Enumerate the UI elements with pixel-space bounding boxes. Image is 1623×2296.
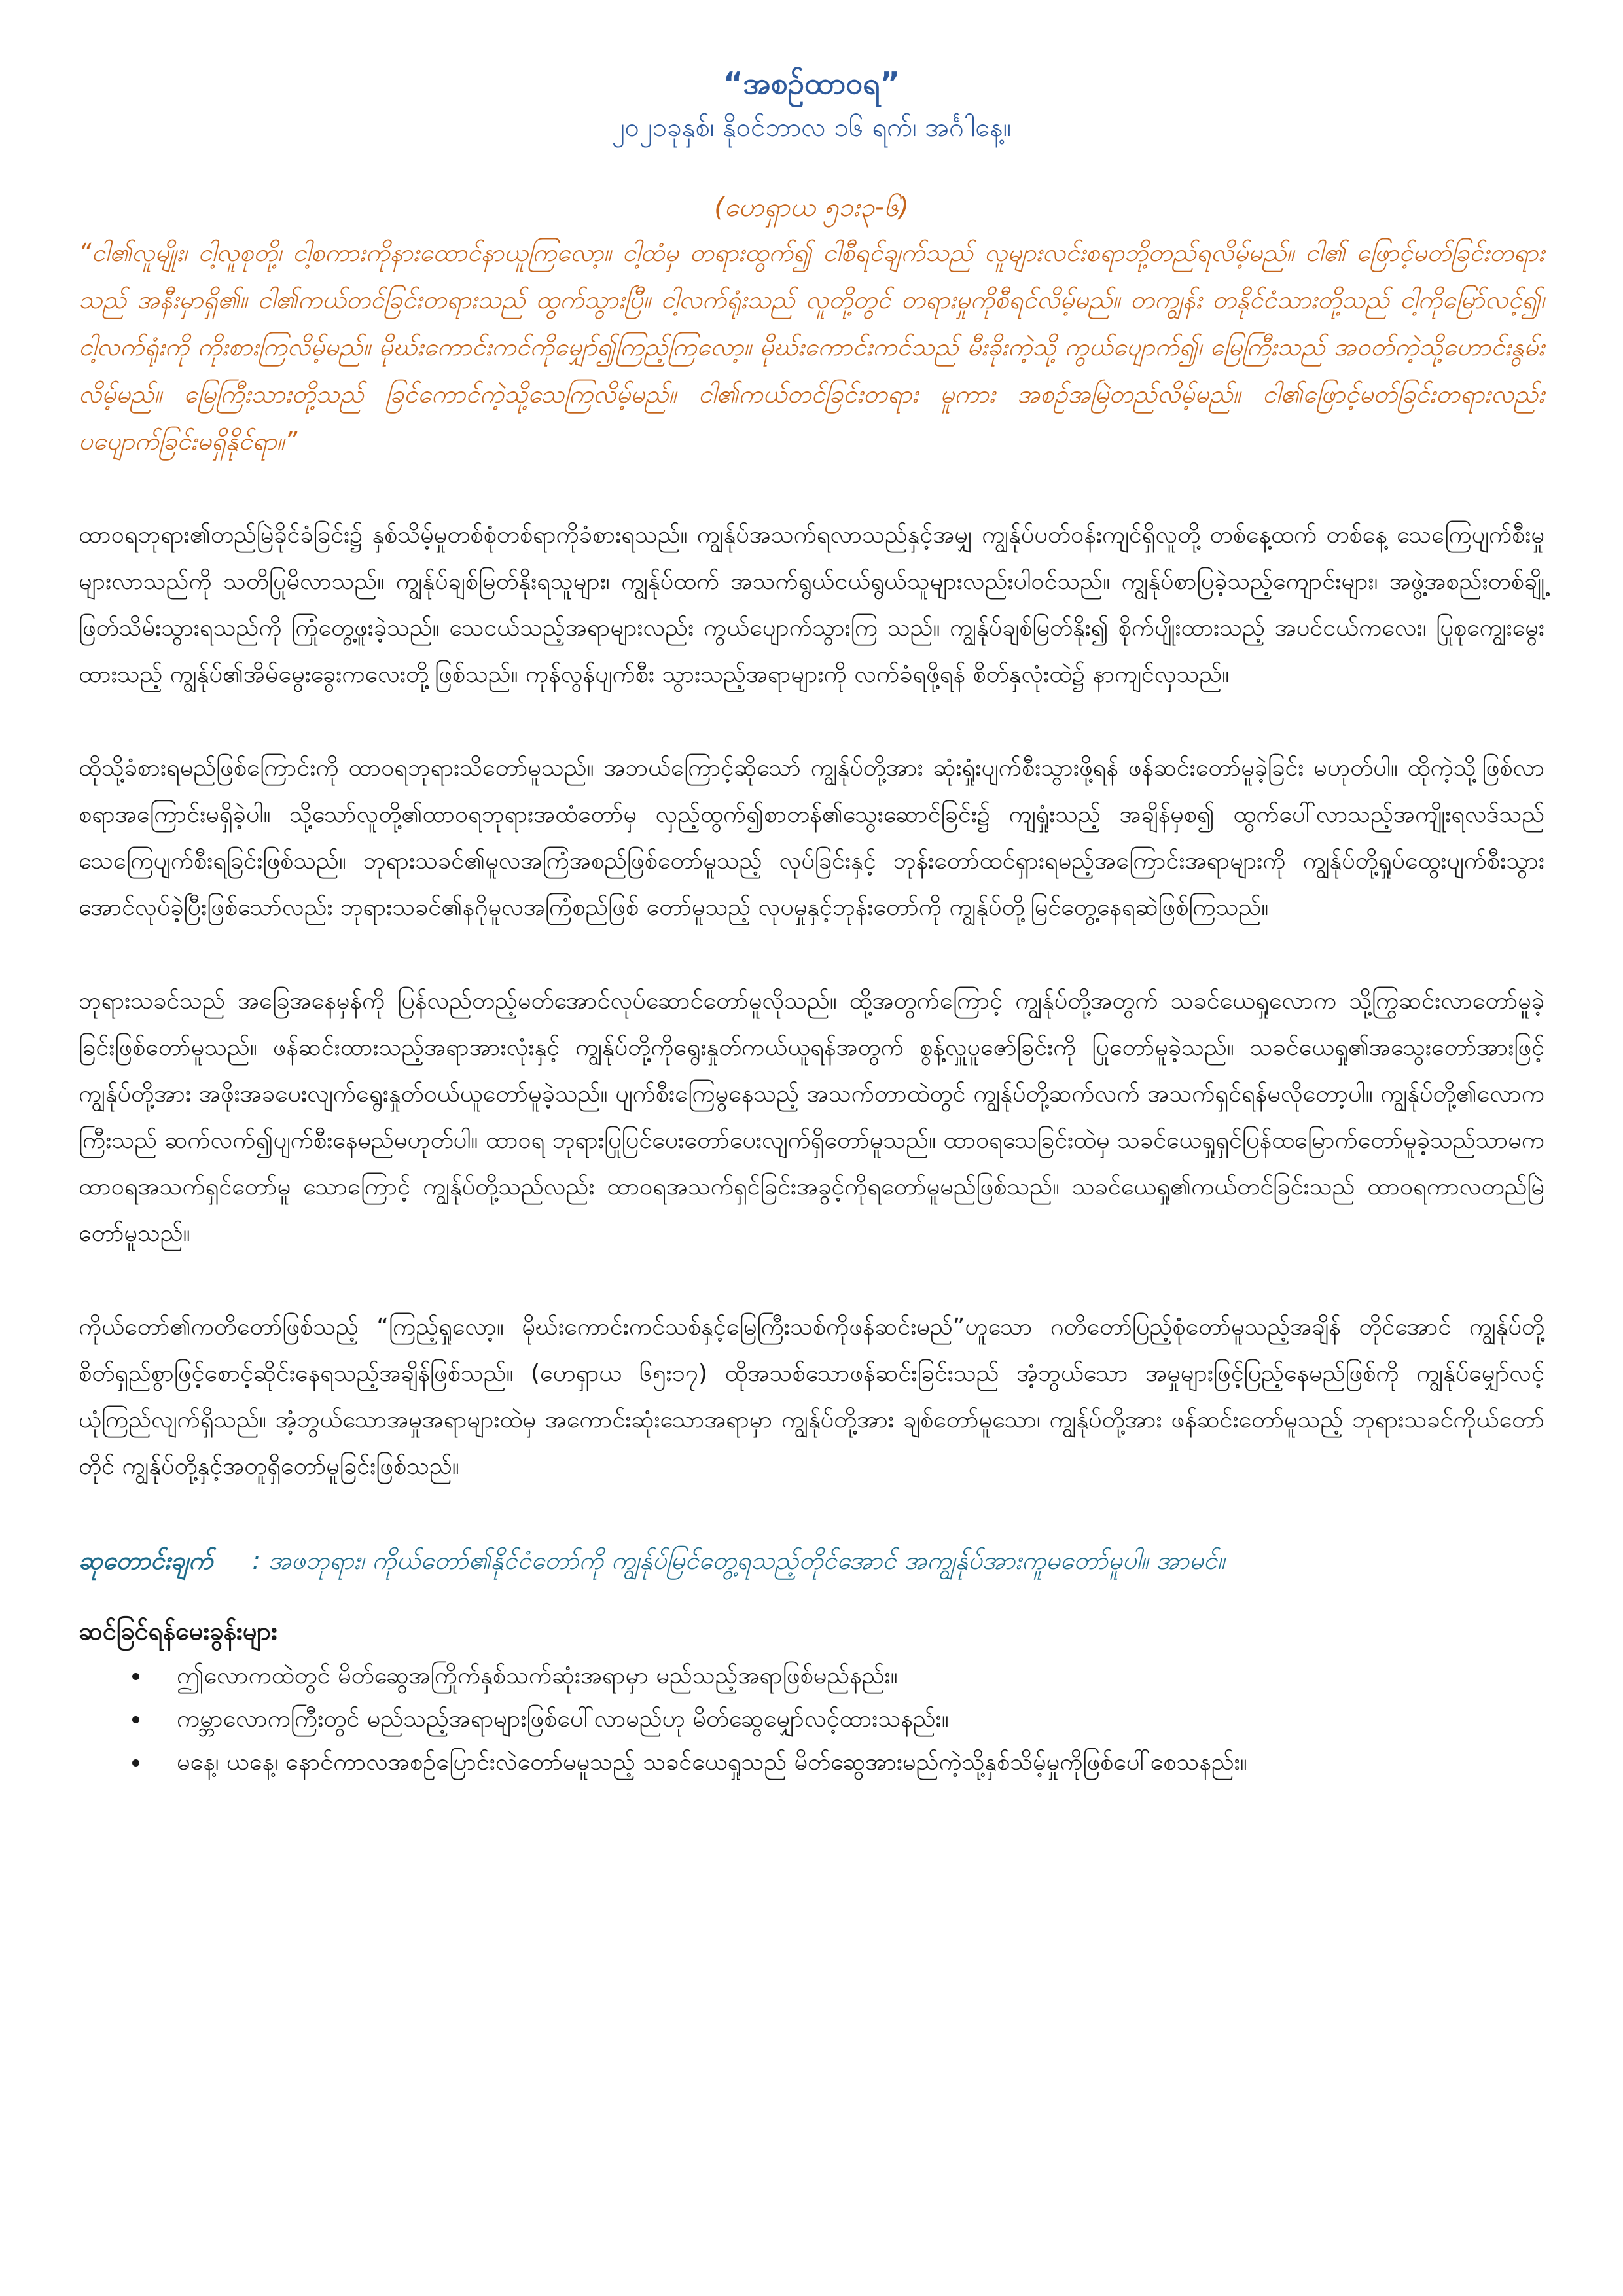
spacer	[79, 465, 1544, 512]
devotional-page	[79, 39, 1544, 1784]
body-paragraph-2: ထိုသို့ခံစားရမည်ဖြစ်ကြောင်းကို ထာဝရဘုရားသိတော်မူသည်။ အဘယ်ကြောင့်ဆိုသော် ကျွန်ုပ်တို့အား ဆုံးရှုံးပျက်စီးသွားဖို့ရန် ဖန်ဆင်းတော်မူခဲ့ခြင်း မဟုတ်ပါ။ ထိုကဲ့သို့ဖြစ်လာစရာအကြောင်းမရှိခဲ့ပါ။ သို့သော်လူတို့၏ထာဝရဘုရားအထံတော်မှ လှည့်ထွက်၍စာတန်၏သွေးဆောင်ခြင်း၌ ကျရှုံးသည့် အချိန်မှစ၍ ထွက်ပေါ်လာသည့်အကျိုးရလဒ်သည် သေကြေပျက်စီးရခြင်းဖြစ်သည်။ ဘုရားသခင်၏မူလအကြံအစည်ဖြစ်တော်မူသည့် လုပ်ခြင်းနှင့် ဘုန်းတော်ထင်ရှားရမည့်အကြောင်းအရာများကို ကျွန်ုပ်တို့ရှုပ်ထွေးပျက်စီးသွားအောင်လုပ်ခဲ့ပြီးဖြစ်သော်လည်း ဘုရားသခင်၏နဂိုမူလအကြံစည်ဖြစ် တော်မူသည့် လုပမှုနှင့်ဘုန်းတော်ကို ကျွန်ုပ်တို့မြင်တွေ့နေရဆဲဖြစ်ကြသည်။	[79, 755, 1544, 921]
body-paragraph-1: ထာဝရဘုရား၏တည်မြဲခိုင်ခံခြင်း၌ နှစ်သိမ့်မှုတစ်စုံတစ်ရာကိုခံစားရသည်။ ကျွန်ုပ်အသက်ရလာသည်နှင့်အမျှ ကျွန်ုပ်ပတ်ဝန်းကျင်ရှိလူတို့ တစ်နေ့ထက် တစ်နေ့ သေကြေပျက်စီးမှုများလာသည်ကို သတိပြုမိလာသည်။ ကျွန်ုပ်ချစ်မြတ်နိုးရသူများ၊ ကျွန်ုပ်ထက် အသက်ရွယ်ငယ်ရွယ်သူများလည်းပါဝင်သည်။ ကျွန်ုပ်စာပြခဲ့သည့်ကျောင်းများ၊ အဖွဲ့အစည်းတစ်ချို့ ဖြတ်သိမ်းသွားရသည်ကို ကြုံတွေ့ဖူးခဲ့သည်။ သေငယ်သည့်အရာများလည်း ကွယ်ပျောက်သွားကြ သည်။ ကျွန်ုပ်ချစ်မြတ်နိုး၍ စိုက်ပျိုးထားသည့် အပင်ငယ်ကလေး၊ ပြုစုကျွေးမွေးထားသည့် ကျွန်ုပ်၏အိမ်မွေးခွေးကလေးတို့ဖြစ်သည်။ ကုန်လွန်ပျက်စီး သွားသည့်အရာများကို လက်ခံရဖို့ရန် စိတ်နှလုံးထဲ၌ နာကျင်လှသည်။	[79, 522, 1544, 688]
scripture-text: “ငါ၏လူမျိုး၊ ငါ့လူစုတို့၊ ငါ့စကားကိုနားထောင်နာယူကြလော့။ ငါ့ထံမှ တရားထွက်၍ ငါစီရင်ချက်သည် လူများလင်းစရာဘို့တည်ရလိမ့်မည်။ ငါ၏ ဖြောင့်မတ်ခြင်းတရားသည် အနီးမှာရှိ၏။ ငါ၏ကယ်တင်ခြင်းတရားသည် ထွက်သွားပြီ။ ငါ့လက်ရုံးသည် လူတို့တွင် တရားမှုကိုစီရင်လိမ့်မည်။ တကျွန်း တနိုင်ငံသားတို့သည် ငါ့ကိုမြော်လင့်၍၊ ငါ့လက်ရုံးကို ကိုးစားကြလိမ့်မည်။ မိုဃ်းကောင်းကင်ကိုမျှော်၍ကြည့်ကြလော့။ မိုဃ်းကောင်းကင်သည် မီးခိုးကဲ့သို့ ကွယ်ပျောက်၍၊ မြေကြီးသည် အဝတ်ကဲ့သို့ဟောင်းနွမ်းလိမ့်မည်။ မြေကြီးသားတို့သည် ခြင်ကောင်ကဲ့သို့သေကြလိမ့်မည်။ ငါ၏ကယ်တင်ခြင်းတရား မူကား အစဉ်အမြဲတည်လိမ့်မည်။ ငါ၏ဖြောင့်မတ်ခြင်းတရားလည်း ပပျောက်ခြင်းမရှိနိုင်ရာ။”	[79, 238, 1544, 456]
questions-title: ဆင်ခြင်ရန်မေးခွန်းများ	[79, 1617, 277, 1645]
scripture-reference: (ဟေရှာယ ၅၁း၃-၆)	[714, 192, 909, 223]
prayer-text: : အဖဘုရား၊ ကိုယ်တော်၏နိုင်ငံတော်ကို ကျွန်ုပ်မြင်တွေ့ရသည့်တိုင်အောင် အကျွန်ုပ်အားကူမတော်မူပါ။ အာမင်။	[252, 1546, 1225, 1575]
body-paragraph-4: ကိုယ်တော်၏ကတိတော်ဖြစ်သည့် “ကြည့်ရှုလော့။ မိုဃ်းကောင်းကင်သစ်နှင့်မြေကြီးသစ်ကိုဖန်ဆင်းမည်”ဟူသော ဂတိတော်ပြည့်စုံတော်မူသည့်အချိန် တိုင်အောင် ကျွန်ုပ်တို့ စိတ်ရှည်စွာဖြင့်စောင့်ဆိုင်းနေရသည့်အချိန်ဖြစ်သည်။ (ဟေရှာယ ၆၅း၁၇) ထိုအသစ်သောဖန်ဆင်းခြင်းသည် အံ့ဘွယ်သော အမှုများဖြင့်ပြည့်နေမည်ဖြစ်ကို ကျွန်ုပ်မျှော်လင့်ယုံကြည်လျက်ရှိသည်။ အံ့ဘွယ်သောအမှုအရာများထဲမှ အကောင်းဆုံးသောအရာမှာ ကျွန်ုပ်တို့အား ချစ်တော်မူသော၊ ကျွန်ုပ်တို့အား ဖန်ဆင်းတော်မူသည့် ဘုရားသခင်ကိုယ်တော်တိုင် ကျွန်ုပ်တို့နှင့်အတူရှိတော်မူခြင်းဖြစ်သည်။	[79, 1314, 1544, 1480]
page-date: ၂၀၂၁ခုနှစ်၊ နိုဝင်ဘာလ ၁၆ ရက်၊ အင်္ဂါနေ့။	[612, 113, 1011, 143]
questions-list	[79, 1655, 1544, 1784]
spacer	[79, 698, 1544, 745]
list-item: • ဤလောကထဲတွင် မိတ်ဆွေအကြိုက်နှစ်သက်ဆုံးအရာမှာ မည်သည့်အရာဖြစ်မည်နည်း။	[151, 1655, 1544, 1698]
spacer	[79, 1490, 1544, 1537]
prayer-label: ဆုတောင်းချက်	[79, 1546, 213, 1575]
list-item: • ကမ္ဘာလောကကြီးတွင် မည်သည့်အရာများဖြစ်ပေါ်လာမည်ဟု မိတ်ဆွေမျှော်လင့်ထားသနည်း။	[151, 1698, 1544, 1741]
body-paragraph-3: ဘုရားသခင်သည် အခြေအနေမှန်ကို ပြန်လည်တည့်မတ်အောင်လုပ်ဆောင်တော်မူလိုသည်။ ထို့အတွက်ကြောင့် ကျွန်ုပ်တို့အတွက် သခင်ယေရှုလောက သို့ကြွဆင်းလာတော်မူခဲ့ခြင်းဖြစ်တော်မူသည်။ ဖန်ဆင်းထားသည့်အရာအားလုံးနှင့် ကျွန်ုပ်တို့ကိုရွေးနှုတ်ကယ်ယူရန်အတွက် စွန့်လှူပူဇော်ခြင်းကို ပြုတော်မူခဲ့သည်။ သခင်ယေရှု၏အသွေးတော်အားဖြင့် ကျွန်ုပ်တို့အား အဖိုးအခပေးလျက်ရွေးနှုတ်ဝယ်ယူတော်မူခဲ့သည်။ ပျက်စီးကြေမွနေသည့် အသက်တာထဲတွင် ကျွန်ုပ်တို့ဆက်လက် အသက်ရှင်ရန်မလိုတော့ပါ။ ကျွန်ုပ်တို့၏လောကကြီးသည် ဆက်လက်၍ပျက်စီးနေမည်မဟုတ်ပါ။ ထာဝရ ဘုရားပြုပြင်ပေးတော်ပေးလျက်ရှိတော်မူသည်။ ထာဝရသေခြင်းထဲမှ သခင်ယေရှုရှင်ပြန်ထမြောက်တော်မူခဲ့သည်သာမက ထာဝရအသက်ရှင်တော်မူ သောကြောင့် ကျွန်ုပ်တို့သည်လည်း ထာဝရအသက်ရှင်ခြင်းအခွင့်ကိုရတော်မူမည်ဖြစ်သည်။ သခင်ယေရှု၏ကယ်တင်ခြင်းသည် ထာဝရကာလတည်မြဲ တော်မူသည်။	[79, 988, 1544, 1247]
page-title: “အစဉ်ထာဝရ”	[723, 65, 900, 101]
prayer-block	[79, 1537, 1544, 1584]
list-item: • မနေ့၊ ယနေ့၊ နောင်ကာလအစဉ်ပြောင်းလဲတော်မမူသည့် သခင်ယေရှုသည် မိတ်ဆွေအားမည်ကဲ့သို့နှစ်သိမ့်မှုကိုဖြစ်ပေါ်စေသနည်း။	[151, 1741, 1544, 1784]
spacer	[79, 931, 1544, 978]
spacer	[79, 1584, 1544, 1607]
spacer	[79, 1257, 1544, 1304]
